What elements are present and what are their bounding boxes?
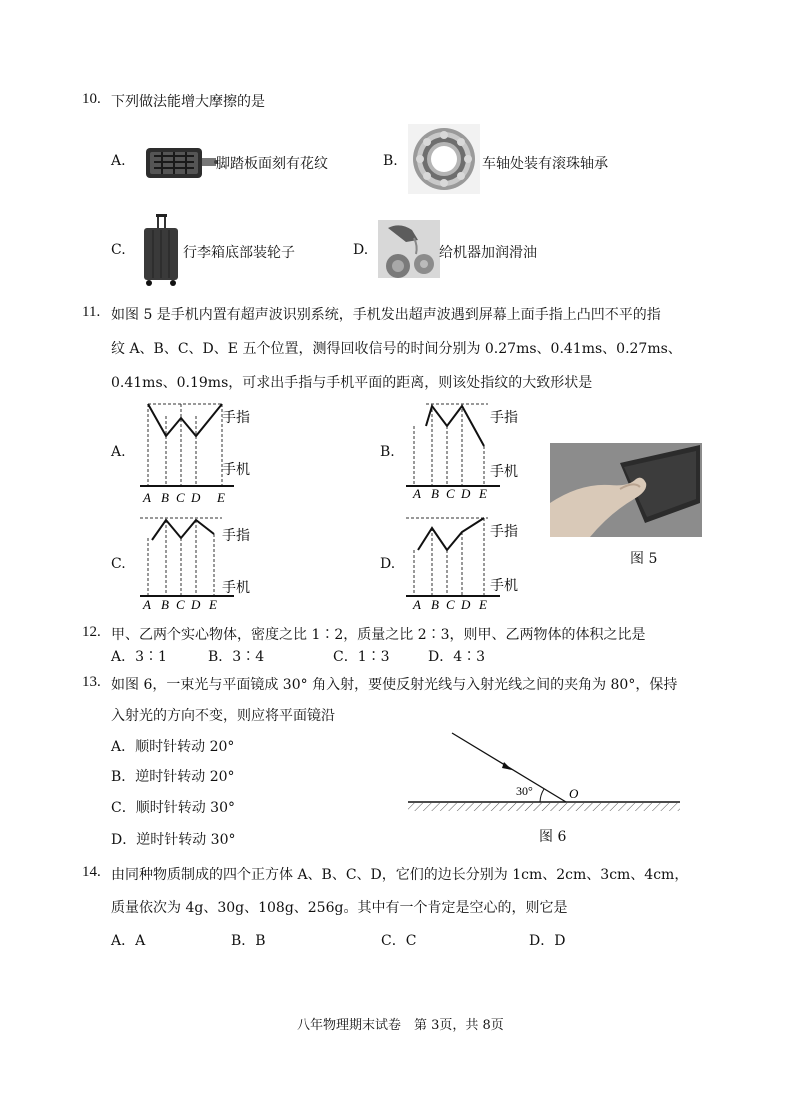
q12-option-d-text: 4∶3 (453, 649, 486, 665)
q11-c-point-e: E (209, 597, 217, 612)
q11-b-finger-label: 手指 (490, 410, 518, 426)
q11-line-3: 0.41ms、0.19ms，可求出手指与手机平面的距离，则该处指纹的大致形状是 (111, 375, 593, 391)
q14-line-2: 质量依次为 4g、30g、108g、256g。其中有一个肯定是空心的，则它是 (111, 900, 568, 916)
q13-mirror-diagram (404, 728, 686, 820)
q11-line-2: 纹 A、B、C、D、E 五个位置，测得回收信号的时间分别为 0.27ms、0.41ms、0.27ms、 (111, 341, 682, 357)
oiling-machine-image (378, 220, 440, 278)
q14-option-b (231, 930, 266, 950)
q12-option-c-text: 1∶3 (357, 649, 390, 665)
q10-number: 10. (82, 91, 101, 107)
q11-d-point-c: C (446, 597, 455, 612)
q12-number: 12. (82, 624, 101, 640)
q10-stem: 下列做法能增大摩擦的是 (111, 94, 265, 110)
q10-option-c-text: 行李箱底部装轮子 (183, 245, 295, 261)
q13-angle-label: 30° (516, 784, 533, 798)
q11-diagram-a (138, 396, 260, 506)
figure-6-caption: 图 6 (539, 829, 567, 845)
q13-option-a-text: 顺时针转动 20° (135, 739, 235, 755)
q14-option-a (111, 930, 145, 950)
q11-b-point-e: E (479, 486, 487, 501)
q14-option-c-letter: C． (381, 933, 406, 949)
q11-c-point-c: C (176, 597, 185, 612)
q11-option-a-letter: A. (111, 444, 126, 460)
q13-option-d (111, 829, 236, 849)
q10-option-b-text: 车轴处装有滚珠轴承 (482, 156, 608, 172)
q11-a-finger-label: 手指 (222, 410, 250, 426)
q11-d-point-a: A (413, 597, 421, 612)
q13-option-b-text: 逆时针转动 20° (135, 769, 235, 785)
bicycle-pedal-image (142, 138, 218, 186)
q11-b-point-a: A (413, 486, 421, 501)
q13-option-c-text: 顺时针转动 30° (135, 800, 235, 816)
q11-b-phone-label: 手机 (490, 464, 518, 480)
q14-option-a-letter: A． (111, 933, 136, 949)
q12-option-c-letter: C． (333, 649, 358, 665)
q11-a-point-b: B (161, 490, 169, 505)
q11-c-finger-label: 手指 (222, 528, 250, 544)
q13-line-1: 如图 6，一束光与平面镜成 30° 角入射，要使反射光线与入射光线之间的夹角为 80°，保持 (111, 677, 678, 693)
q14-option-d-letter: D． (529, 933, 555, 949)
q11-b-point-d: D (461, 486, 471, 501)
figure-5-caption: 图 5 (630, 551, 658, 567)
q12-option-b-text: 3∶4 (232, 649, 265, 665)
q14-option-c (381, 930, 416, 950)
q13-option-b-letter: B． (111, 769, 136, 785)
q12-option-d-letter: D． (428, 649, 454, 665)
q10-option-a-letter: A. (111, 153, 126, 169)
q11-a-point-a: A (143, 490, 151, 505)
q12-option-d (428, 646, 485, 666)
q14-option-b-letter: B． (231, 933, 256, 949)
q12-option-a (111, 646, 167, 666)
q11-d-point-d: D (461, 597, 471, 612)
q13-option-c (111, 797, 235, 817)
q11-d-point-e: E (479, 597, 487, 612)
q13-option-d-letter: D． (111, 832, 137, 848)
q12-option-b (208, 646, 264, 666)
q14-option-d-text: D (554, 933, 566, 949)
q11-c-point-a: A (143, 597, 151, 612)
q10-option-c-letter: C. (111, 242, 126, 258)
q11-a-phone-label: 手机 (222, 462, 250, 478)
q13-option-a (111, 736, 234, 756)
q14-option-b-text: B (255, 933, 266, 949)
q13-number: 13. (82, 674, 101, 690)
q12-option-a-text: 3∶1 (135, 649, 167, 665)
q12-option-a-letter: A． (111, 649, 136, 665)
page-footer: 八年物理期末试卷 第 3页，共 8页 (297, 1018, 504, 1033)
q14-number: 14. (82, 864, 101, 880)
q11-c-point-b: B (161, 597, 169, 612)
phone-fingerprint-photo (550, 443, 702, 537)
q10-option-d-letter: D. (353, 242, 369, 258)
q11-d-phone-label: 手机 (490, 578, 518, 594)
q14-option-a-text: A (135, 933, 146, 949)
q11-c-point-d: D (191, 597, 201, 612)
q14-option-c-text: C (405, 933, 417, 949)
q11-a-point-e: E (217, 490, 225, 505)
q13-option-a-letter: A． (111, 739, 136, 755)
q12-option-c (333, 646, 390, 666)
q11-option-c-letter: C. (111, 556, 126, 572)
ball-bearing-image (408, 124, 480, 194)
q13-option-c-letter: C． (111, 800, 136, 816)
q11-diagram-d (404, 510, 526, 614)
q11-number: 11. (82, 304, 101, 320)
q13-option-b (111, 766, 235, 786)
q13-point-o: O (569, 786, 579, 801)
q11-b-point-c: C (446, 486, 455, 501)
q11-d-finger-label: 手指 (490, 524, 518, 540)
q12-option-b-letter: B． (208, 649, 233, 665)
q11-b-point-b: B (431, 486, 439, 501)
q11-option-d-letter: D. (380, 556, 396, 572)
q11-c-phone-label: 手机 (222, 580, 250, 596)
q14-line-1: 由同种物质制成的四个正方体 A、B、C、D，它们的边长分别为 1cm、2cm、3cm、4cm， (111, 867, 689, 883)
q13-line-2: 入射光的方向不变，则应将平面镜沿 (111, 708, 335, 724)
q11-diagram-c (138, 510, 260, 614)
q10-option-b-letter: B. (383, 153, 398, 169)
q11-a-point-c: C (176, 490, 185, 505)
q11-option-b-letter: B. (380, 444, 395, 460)
q11-line-1: 如图 5 是手机内置有超声波识别系统，手机发出超声波遇到屏幕上面手指上凸凹不平的指 (111, 307, 661, 323)
q11-diagram-b (404, 396, 526, 506)
suitcase-image (140, 213, 182, 287)
q11-a-point-d: D (191, 490, 201, 505)
q12-stem: 甲、乙两个实心物体，密度之比 1∶2，质量之比 2∶3，则甲、乙两物体的体积之比是 (111, 627, 646, 643)
q10-option-a-text: 脚踏板面刻有花纹 (216, 156, 328, 172)
q13-option-d-text: 逆时针转动 30° (136, 832, 236, 848)
q14-option-d (529, 930, 565, 950)
q10-option-d-text: 给机器加润滑油 (439, 245, 537, 261)
q11-d-point-b: B (431, 597, 439, 612)
